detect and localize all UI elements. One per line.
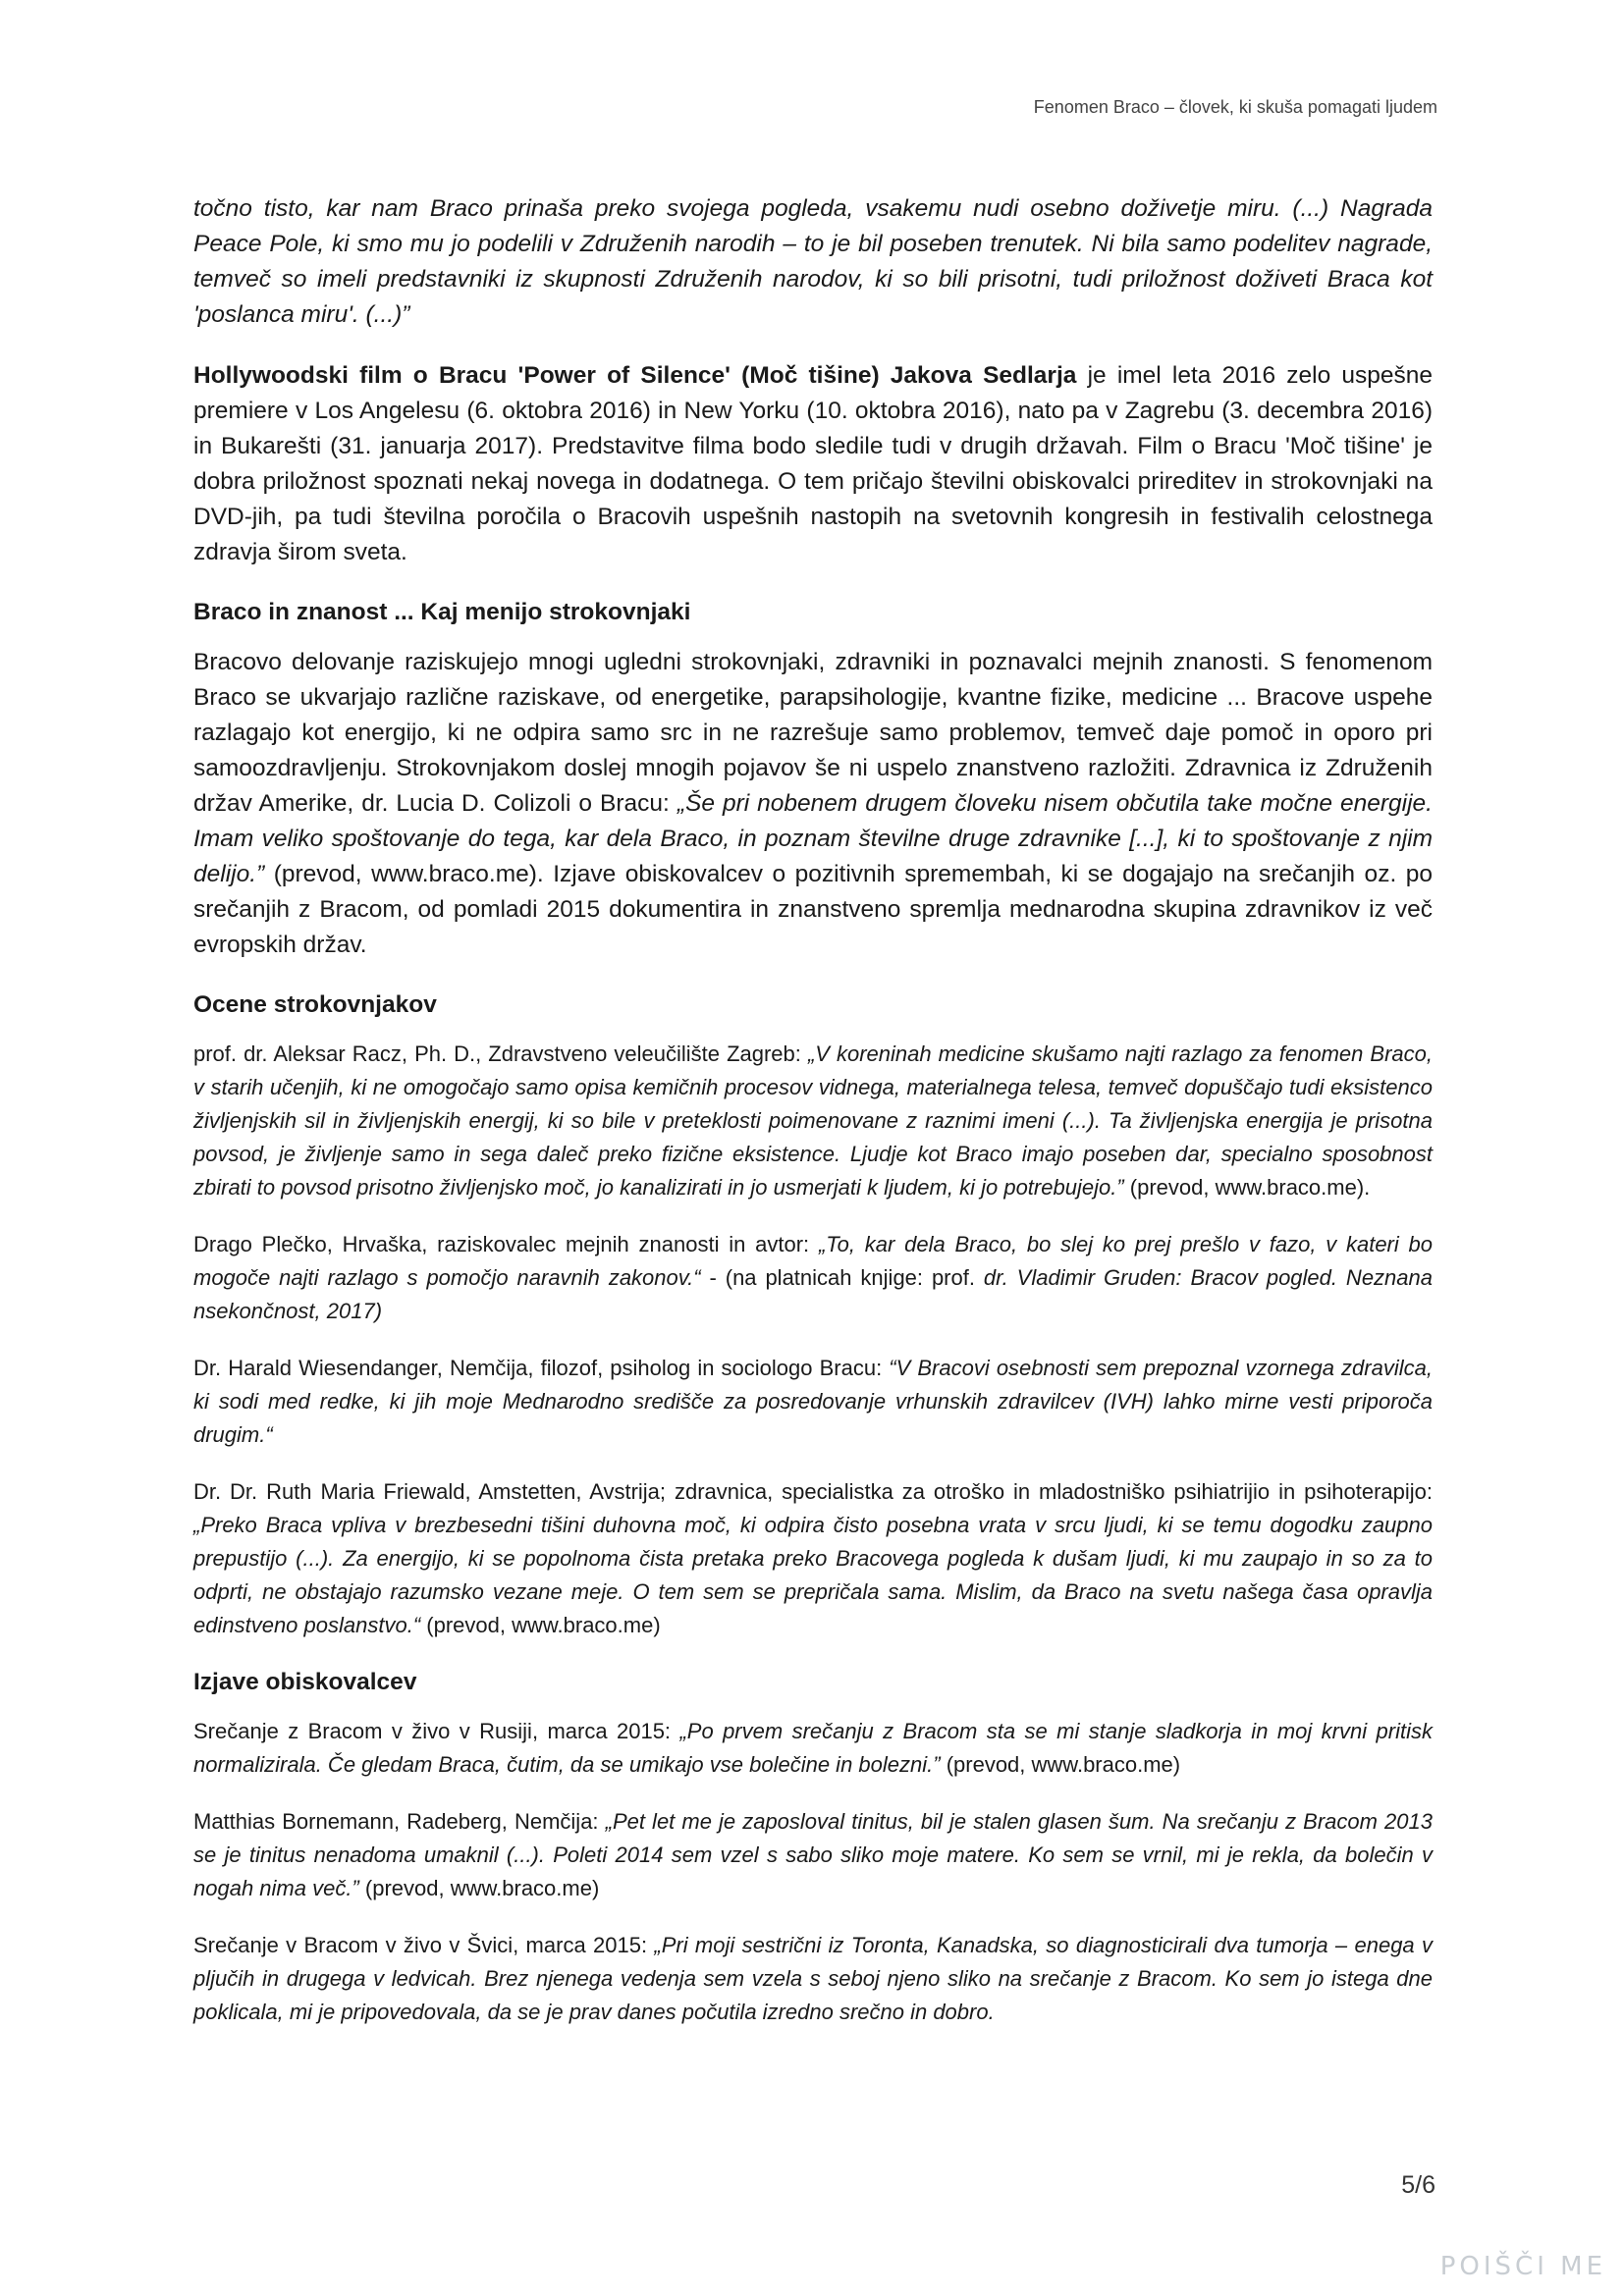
expert-book-title: dr. Vladimir Gruden: Bracov pogled. Neznana nsekončnost, 2017) (193, 1265, 1433, 1323)
expert-source: Drago Plečko, Hrvaška, raziskovalec mejnih znanosti in avtor: (193, 1232, 819, 1256)
visitor-source: Srečanje z Bracom v živo v Rusiji, marca 2015: (193, 1719, 680, 1743)
visitor-statement-russia (193, 1715, 1433, 1782)
section-heading-visitors: Izjave obiskovalcev (193, 1669, 417, 1695)
visitor-source: Matthias Bornemann, Radeberg, Nemčija: (193, 1809, 606, 1834)
paragraph-quote-continuation (193, 191, 1433, 333)
expert-source: prof. dr. Aleksar Racz, Ph. D., Zdravstveno veleučilište Zagreb: (193, 1041, 808, 1066)
visitor-citation: (prevod, www.braco.me) (358, 1876, 600, 1900)
expert-statement-plecko (193, 1228, 1433, 1328)
section-heading-science: Braco in znanost ... Kaj menijo strokovnjaki (193, 599, 691, 625)
expert-citation: - (na platnicah knjige: prof. (700, 1265, 984, 1290)
expert-quote: „To, kar dela Braco, bo slej ko prej prešlo v fazo, v kateri bo mogoče najti razlago s pomočjo naravnih zakonov.“ (193, 1232, 1434, 1290)
expert-statement-racz (193, 1038, 1433, 1204)
expert-quote: „V koreninah medicine skušamo najti razlago za fenomen Braco, v starih učenjih, ki ne omogočajo samo opisa kemičnih procesov vidnega, materialnega telesa, temveč dopuščajo tudi eksistenco življenjskih sil in življenjskih energij, ki so bile v preteklosti poimenovane z raznimi imeni (...). Ta življenjska energija je prisotna povsod, je življenje samo in sega daleč preko fizične eksistence. Ljudje kot Braco imajo poseben dar, specialno sposobnost zbirati to povsod prisotno življenjsko moč, jo kanalizirati in jo usmerjati k ljudem, ki jo potrebujejo.” (193, 1041, 1433, 1200)
quote-text: točno tisto, kar nam Braco prinaša preko svojega pogleda, vsakemu nudi osebno doživetje miru. (...) Nagrada Peace Pole, ki smo mu jo podelili v Združenih narodih – to je bil poseben trenutek. Ni bila samo podelitev nagrade, temveč so imeli predstavniki iz skupnosti Združenih narodov, ki so bili prisotni, tudi priložnost doživeti Braca kot 'poslanca miru'. (...)” (193, 195, 1433, 328)
visitor-statement-bornemann (193, 1805, 1433, 1905)
expert-statement-wiesendanger (193, 1352, 1433, 1452)
expert-quote: „Preko Braca vpliva v brezbesedni tišini duhovna moč, ki odpira čisto posebna vrata v srcu ljudi, ki se temu dogodku zaupno prepustijo (...). Za energijo, ki se popolnoma čista pretaka preko Bracovega pogleda k dušam ljudi, ki mu zaupajo in so za to odprti, ne obstajajo razumsko vezane meje. O tem sem se prepričala sama. Mislim, da Braco na svetu našega časa opravlja edinstveno poslanstvo.“ (193, 1513, 1433, 1637)
visitor-source: Srečanje v Bracom v živo v Švici, marca 2015: (193, 1933, 655, 1957)
visitor-quote: „Pri moji sestrični iz Toronta, Kanadska, so diagnosticirali dva tumorja – enega v pljučih in drugega v ledvicah. Brez njenega vedenja sem vzela s seboj njeno sliko na srečanje z Bracom. Ko sem jo istega dne poklicala, mi je pripovedovala, da se je prav danes počutila izredno srečno in dobro. (193, 1933, 1433, 2024)
paragraph-film (193, 358, 1433, 570)
science-text-1: Bracovo delovanje raziskujejo mnogi ugledni strokovnjaki, zdravniki in poznavalci mejnih znanosti. S fenomenom Braco se ukvarjajo različne raziskave, od energetike, parapsihologije, kvantne fizike, medicine ... Bracove uspehe razlagajo kot energijo, ki ne odpira samo src in ne razrešuje samo problemov, temveč daje pomoč in oporo pri samoozdravljenju. Strokovnjakom doslej mnogih pojavov še ni uspelo znanstveno razložiti. Zdravnica iz Združenih držav Amerike, dr. Lucia D. Colizoli o Bracu: (193, 649, 1433, 817)
science-quote: „Še pri nobenem drugem človeku nisem občutila take močne energije. Imam veliko spoštovanje do tega, kar dela Braco, in poznam številne druge zdravnike [...], ki to spoštovanje z njim delijo.” (193, 790, 1433, 887)
expert-citation: (prevod, www.braco.me). (1123, 1175, 1371, 1200)
expert-source: Dr. Dr. Ruth Maria Friewald, Amstetten, Avstrija; zdravnica, specialistka za otroško in mladostniško psihiatrijio in psihoterapijo: (193, 1479, 1433, 1504)
film-text: je imel leta 2016 zelo uspešne premiere v Los Angelesu (6. oktobra 2016) in New Yorku (10. oktobra 2016), nato pa v Zagrebu (3. decembra 2016) in Bukarešti (31. januarja 2017). Predstavitve filma bodo sledile tudi v drugih državah. Film o Bracu 'Moč tišine' je dobra priložnost spoznati nekaj novega in dodatnega. O tem pričajo številni obiskovalci prireditev in strokovnjaki na DVD-jih, pa tudi številna poročila o Bracovih uspešnih nastopih na svetovnih kongresih in festivalih celostnega zdravja širom sveta. (193, 362, 1433, 565)
page-number: 5/6 (1401, 2171, 1435, 2199)
science-text-2: (prevod, www.braco.me). Izjave obiskovalcev o pozitivnih spremembah, ki se dogajajo na srečanjih oz. po srečanjih z Bracom, od pomladi 2015 dokumentira in znanstveno spremlja mednarodna skupina zdravnikov iz več evropskih držav. (193, 861, 1433, 958)
film-title: Hollywoodski film o Bracu 'Power of Silence' (Moč tišine) Jakova Sedlarja (193, 362, 1077, 389)
visitor-quote: „Pet let me je zaposloval tinitus, bil je stalen glasen šum. Na srečanju z Bracom 2013 se je tinitus nenadoma umaknil (...). Poleti 2014 sem vzel s sabo sliko moje matere. Ko sem se vrnil, mi je rekla, da bolečin v nogah nima več.” (193, 1809, 1433, 1900)
document-body (193, 191, 1433, 2029)
expert-citation: (prevod, www.braco.me) (420, 1613, 661, 1637)
section-heading-experts: Ocene strokovnjakov (193, 991, 437, 1018)
visitor-statement-switzerland (193, 1929, 1433, 2029)
expert-source: Dr. Harald Wiesendanger, Nemčija, filozof, psiholog in sociologo Bracu: (193, 1356, 890, 1380)
visitor-citation: (prevod, www.braco.me) (940, 1752, 1181, 1777)
watermark-logo: POIŠČI ME (1439, 2252, 1606, 2281)
visitor-quote: „Po prvem srečanju z Bracom sta se mi stanje sladkorja in moj krvni pritisk normalizirala. Če gledam Braca, čutim, da se umikajo vse bolečine in bolezni.” (193, 1719, 1433, 1777)
expert-quote: “V Bracovi osebnosti sem prepoznal vzornega zdravilca, ki sodi med redke, ki jih moje Mednarodno središče za posredovanje vrhunskih zdravilcev (IVH) lahko mirne vesti priporoča drugim.“ (193, 1356, 1433, 1447)
paragraph-science (193, 645, 1433, 963)
expert-statement-friewald (193, 1475, 1433, 1642)
running-header: Fenomen Braco – človek, ki skuša pomagati ljudem (1033, 97, 1437, 117)
